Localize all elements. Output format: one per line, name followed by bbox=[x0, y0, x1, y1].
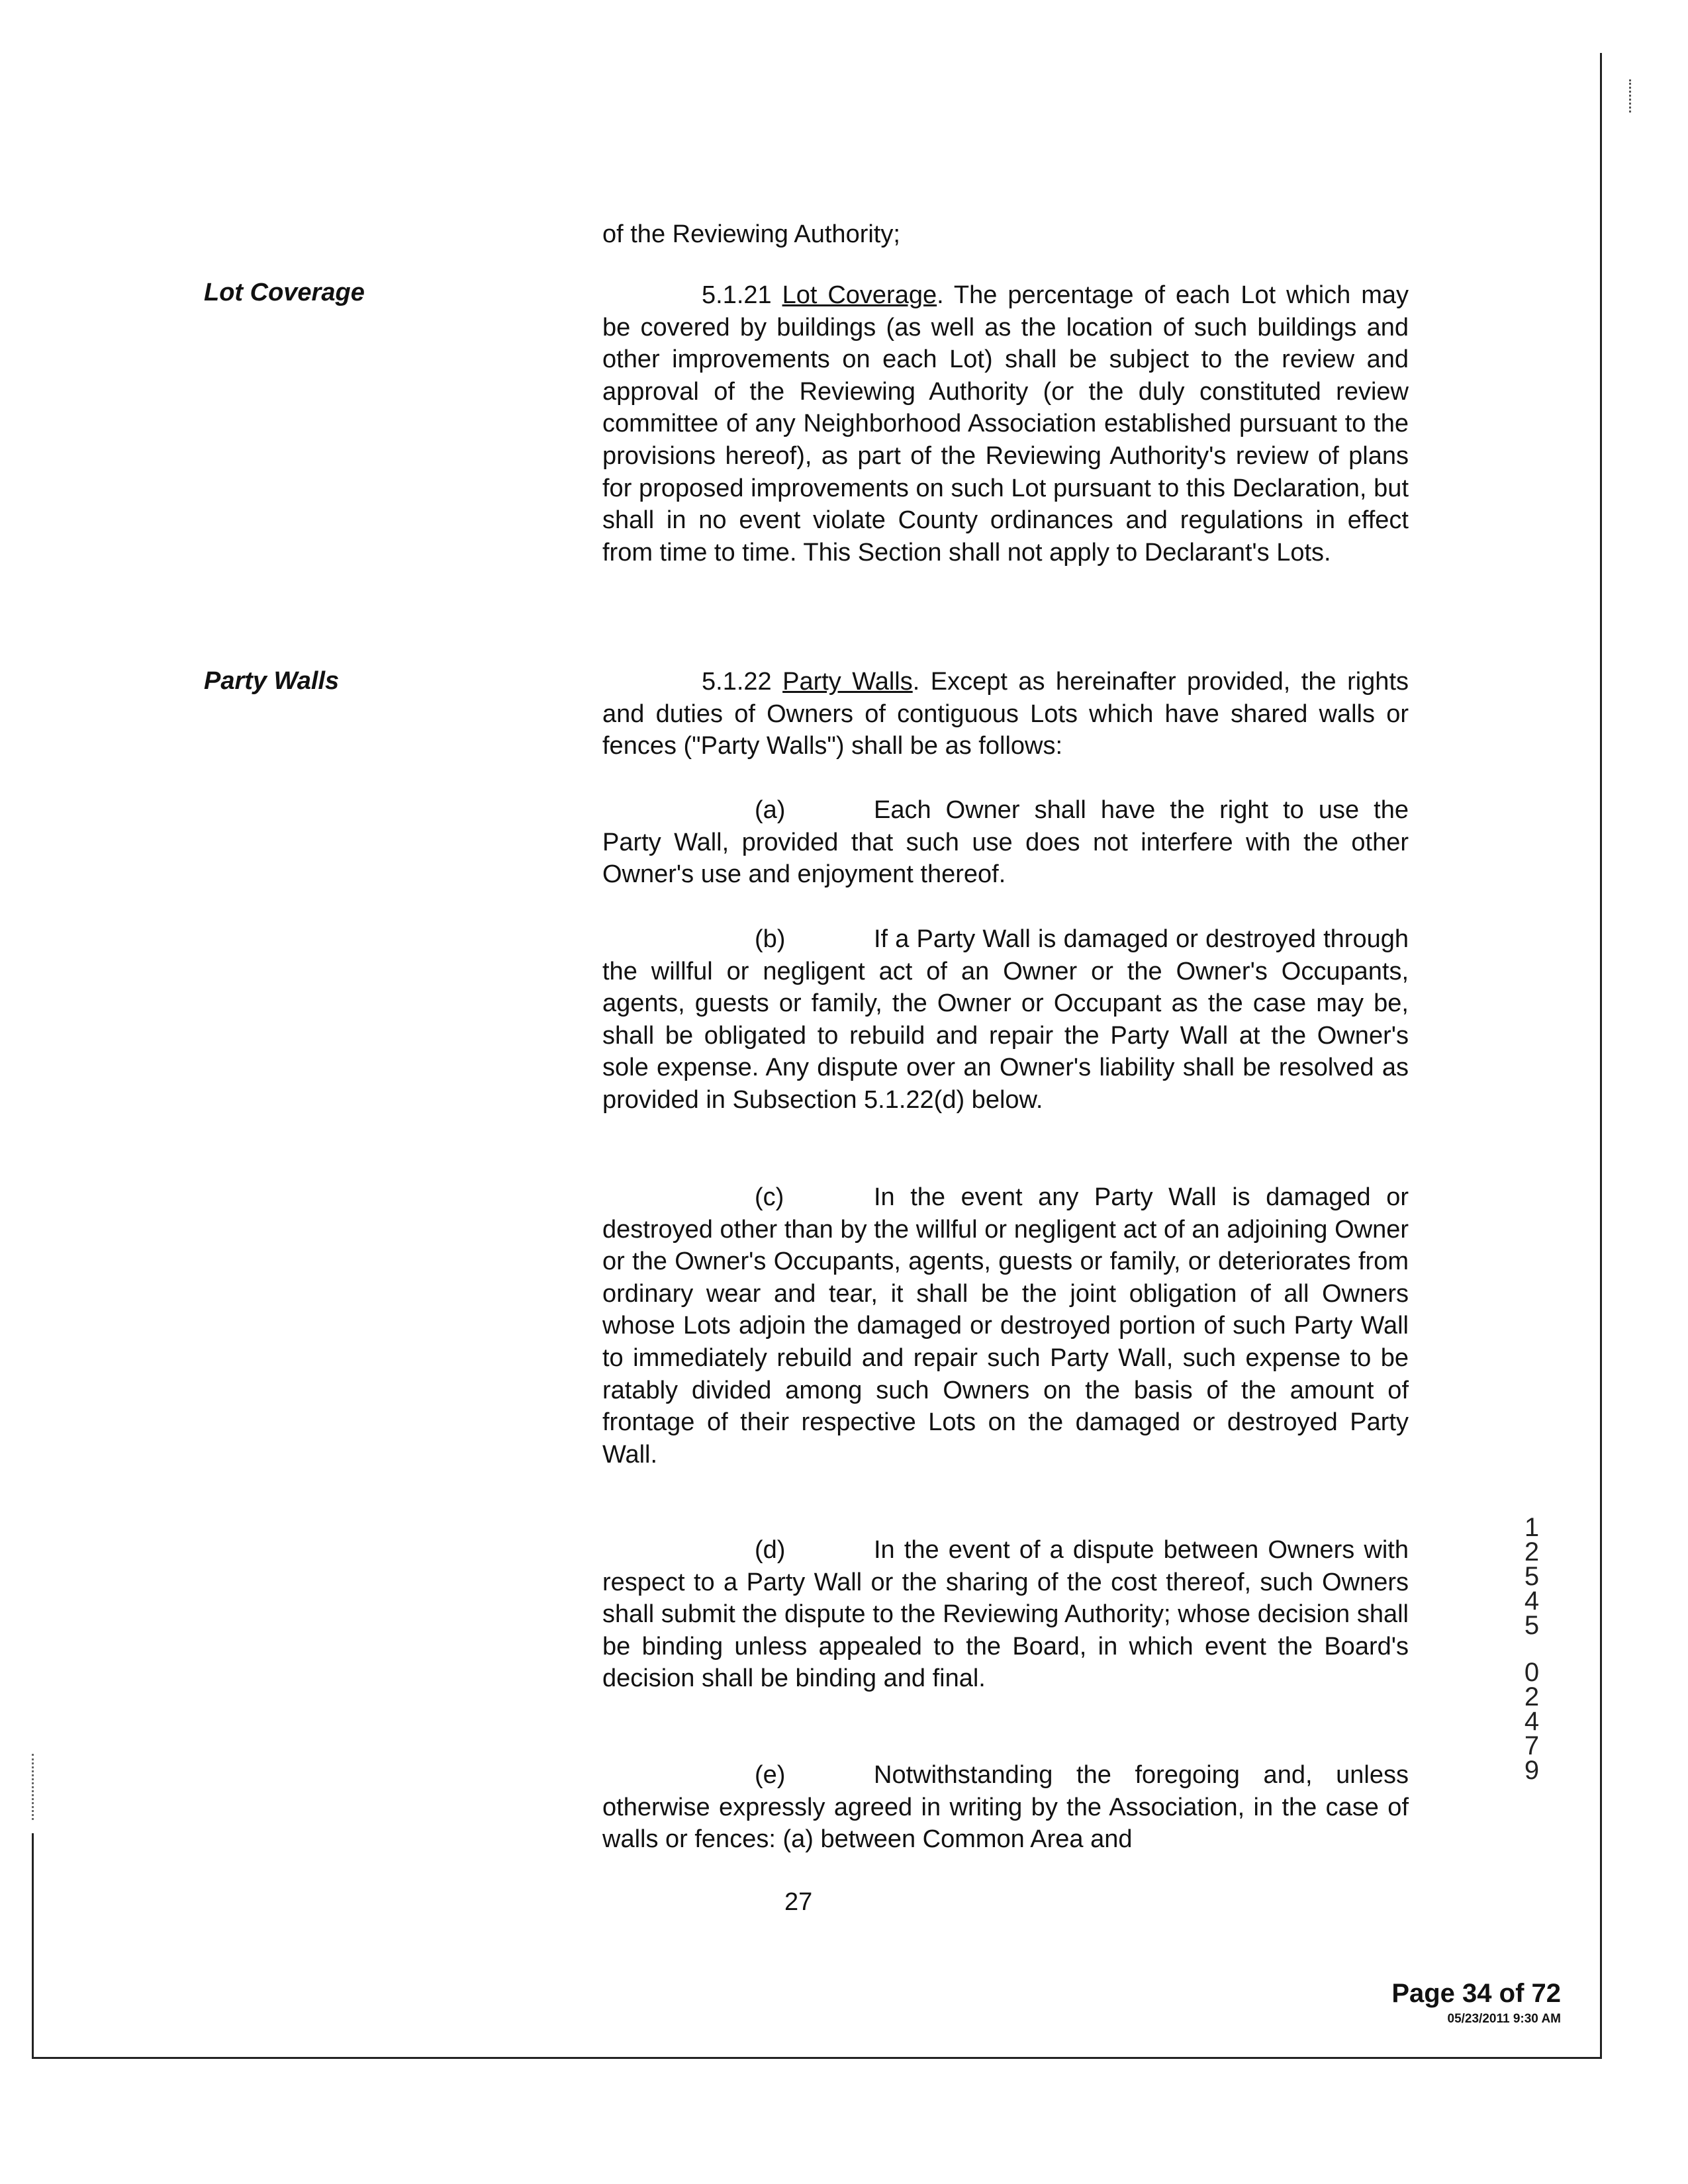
section-title: Lot Coverage bbox=[782, 281, 937, 309]
section-text: . Except as hereinafter provided, the rights and duties of Owners of contiguous Lots which have shared walls or fences ("Party Walls") shall be as follows: bbox=[602, 668, 1409, 760]
section-number: 5.1.22 bbox=[702, 668, 772, 696]
scan-border-right bbox=[1600, 53, 1602, 2058]
page-digit: 0 bbox=[1524, 1658, 1540, 1687]
subsection-a bbox=[602, 794, 1409, 891]
section-text: . The percentage of each Lot which may be covered by buildings (as well as the location of such buildings and other improvements on each Lot) shall be subject to the review and approval of the Reviewing Authority (or the duly constituted review committee of any Neighborhood Association established pursuant to the provisions hereof), as part of the Reviewing Authority's review of plans for proposed improvements on such Lot pursuant to this Declaration, but shall in no event violate County ordinances and regulations in effect from time to time. This Section shall not apply to Declarant's Lots. bbox=[602, 281, 1409, 567]
book-digit: 5 bbox=[1524, 1562, 1540, 1591]
section-5-1-21 bbox=[602, 279, 1409, 569]
subsection-label: (e) bbox=[755, 1761, 786, 1789]
scan-marks-left bbox=[32, 1754, 36, 1820]
continued-text bbox=[602, 218, 1409, 251]
subsection-e bbox=[602, 1759, 1409, 1856]
subsection-label: (d) bbox=[755, 1536, 786, 1564]
scan-border-bottom bbox=[32, 2057, 1602, 2059]
subsection-c bbox=[602, 1181, 1409, 1471]
subsection-d bbox=[602, 1534, 1409, 1695]
subsection-label: (b) bbox=[755, 925, 786, 953]
book-digit: 2 bbox=[1524, 1537, 1540, 1567]
book-digit: 1 bbox=[1524, 1513, 1540, 1542]
subsection-text: Notwithstanding the foregoing and, unless otherwise expressly agreed in writing by the Association, in the case of walls or fences: (a) between Common Area and bbox=[602, 1761, 1409, 1854]
subsection-b bbox=[602, 923, 1409, 1116]
top-fragment: of the Reviewing Authority; bbox=[602, 220, 900, 248]
page-number: 27 bbox=[784, 1888, 813, 1916]
page-digit: 7 bbox=[1524, 1731, 1540, 1760]
section-title: Party Walls bbox=[782, 668, 913, 696]
subsection-text: Each Owner shall have the right to use the Party Wall, provided that such use does not interfere with the other Owner's use and enjoyment thereof. bbox=[602, 796, 1409, 889]
recording-datetime-stamp: 05/23/2011 9:30 AM bbox=[1447, 2012, 1561, 2026]
recording-page-stamp: Page 34 of 72 bbox=[1391, 1979, 1561, 2008]
section-number: 5.1.21 bbox=[702, 281, 772, 309]
book-digit: 4 bbox=[1524, 1586, 1540, 1615]
scan-border-left bbox=[32, 1833, 34, 2058]
subsection-text: In the event of a dispute between Owners with respect to a Party Wall or the sharing of the cost thereof, such Owners shall submit the dispute to the Reviewing Authority; whose decision shall be binding unless appealed to the Board, in which event the Board's decision shall be binding and final. bbox=[602, 1536, 1409, 1693]
margin-heading-lot-coverage: Lot Coverage bbox=[204, 279, 365, 306]
subsection-text: If a Party Wall is damaged or destroyed through the willful or negligent act of an Owner or the Owner's Occupants, agents, guests or family, the Owner or Occupant as the case may be, shall be obligated to rebuild and repair the Party Wall at the Owner's sole expense. Any dispute over an Owner's liability shall be resolved as provided in Subsection 5.1.22(d) below. bbox=[602, 925, 1409, 1114]
scan-marks-right bbox=[1629, 79, 1633, 113]
vertical-book-number bbox=[1516, 1513, 1548, 1785]
page-digit: 9 bbox=[1524, 1756, 1540, 1785]
book-digit: 5 bbox=[1524, 1611, 1540, 1640]
subsection-text: In the event any Party Wall is damaged or destroyed other than by the willful or negligent act of an adjoining Owner or the Owner's Occupants, agents, guests or family, or deteriorates from ordinary wear and tear, it shall be the joint obligation of all Owners whose Lots adjoin the damaged or destroyed portion of such Party Wall to immediately rebuild and repair such Party Wall, such expense to be ratably divided among such Owners on the basis of the amount of frontage of their respective Lots on the damaged or destroyed Party Wall. bbox=[602, 1183, 1409, 1469]
margin-heading-party-walls: Party Walls bbox=[204, 667, 340, 695]
section-5-1-21-paragraph bbox=[602, 279, 1409, 569]
page-digit: 4 bbox=[1524, 1707, 1540, 1736]
subsection-label: (a) bbox=[755, 796, 786, 824]
page-digit: 2 bbox=[1524, 1682, 1540, 1711]
section-5-1-22 bbox=[602, 666, 1409, 762]
subsection-label: (c) bbox=[755, 1183, 784, 1211]
section-5-1-22-paragraph bbox=[602, 666, 1409, 762]
